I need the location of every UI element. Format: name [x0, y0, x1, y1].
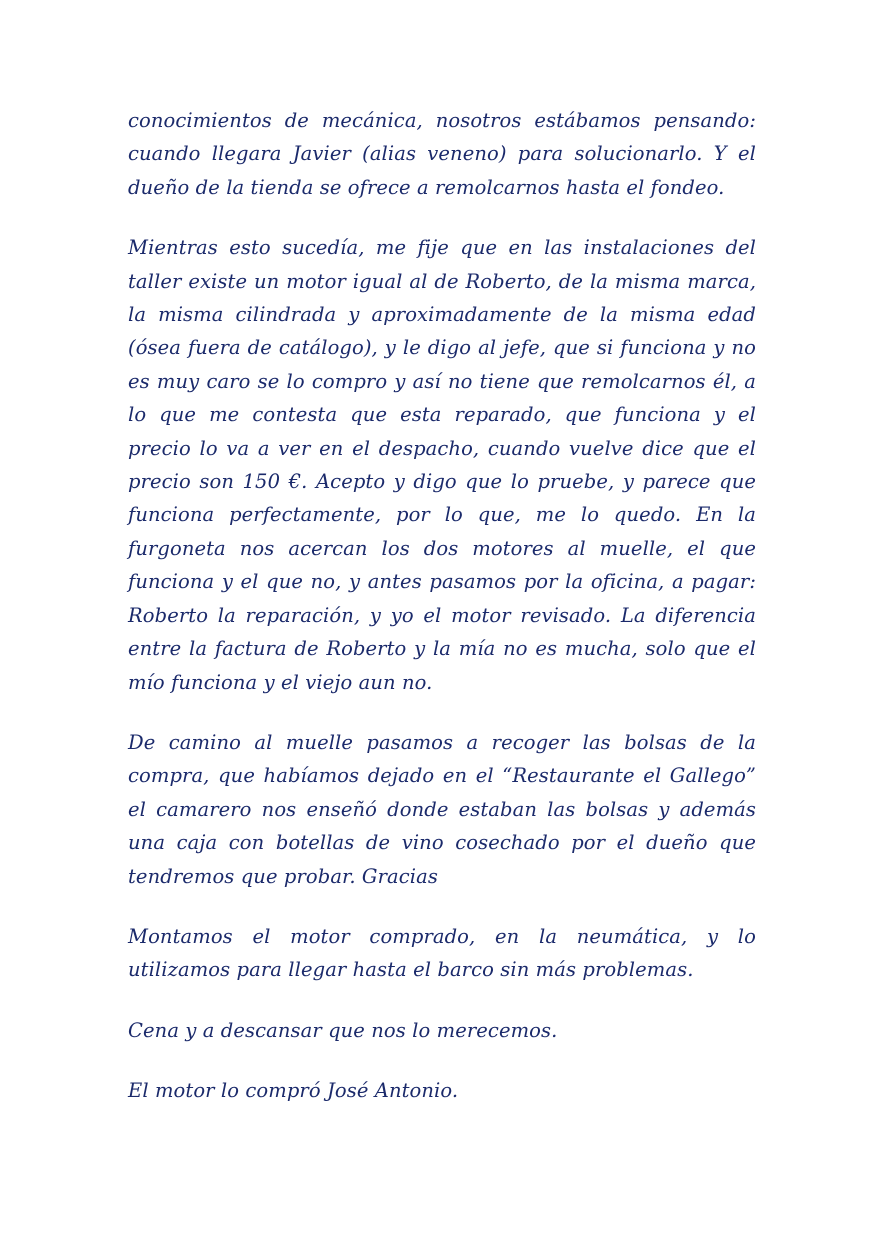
document-body	[128, 104, 756, 1135]
paragraph-4: Montamos el motor comprado, en la neumática, y lo utilizamos para llegar hasta el barco sin más problemas.	[128, 924, 756, 982]
paragraph-2: Mientras esto sucedía, me fije que en las instalaciones del taller existe un motor igual al de Roberto, de la misma marca, la misma cilindrada y aproximadamente de la misma edad (ósea fuera de catálogo), y le digo al jefe, que si funciona y no es muy caro se lo compro y así no tiene que remolcarnos él, a lo que me contesta que esta reparado, que funciona y el precio lo va a ver en el despacho, cuando vuelve dice que el precio son 150 €. Acepto y digo que lo pruebe, y parece que funciona perfectamente, por lo que, me lo quedo. En la furgoneta nos acercan los dos motores al muelle, el que funciona y el que no, y antes pasamos por la oficina, a pagar: Roberto la reparación, y yo el motor revisado. La diferencia entre la factura de Roberto y la mía no es mucha, solo que el mío funciona y el viejo aun no.	[128, 236, 756, 694]
paragraph-1: conocimientos de mecánica, nosotros estábamos pensando: cuando llegara Javier (alias veneno) para solucionarlo. Y el dueño de la tienda se ofrece a remolcarnos hasta el fondeo.	[128, 109, 756, 199]
paragraph-3: De camino al muelle pasamos a recoger las bolsas de la compra, que habíamos dejado en el “Restaurante el Gallego” el camarero nos enseñó donde estaban las bolsas y además una caja con botellas de vino cosechado por el dueño que tendremos que probar. Gracias	[128, 730, 756, 888]
paragraph-6: El motor lo compró José Antonio.	[128, 1079, 459, 1103]
paragraph-5: Cena y a descansar que nos lo merecemos.	[128, 1018, 558, 1042]
